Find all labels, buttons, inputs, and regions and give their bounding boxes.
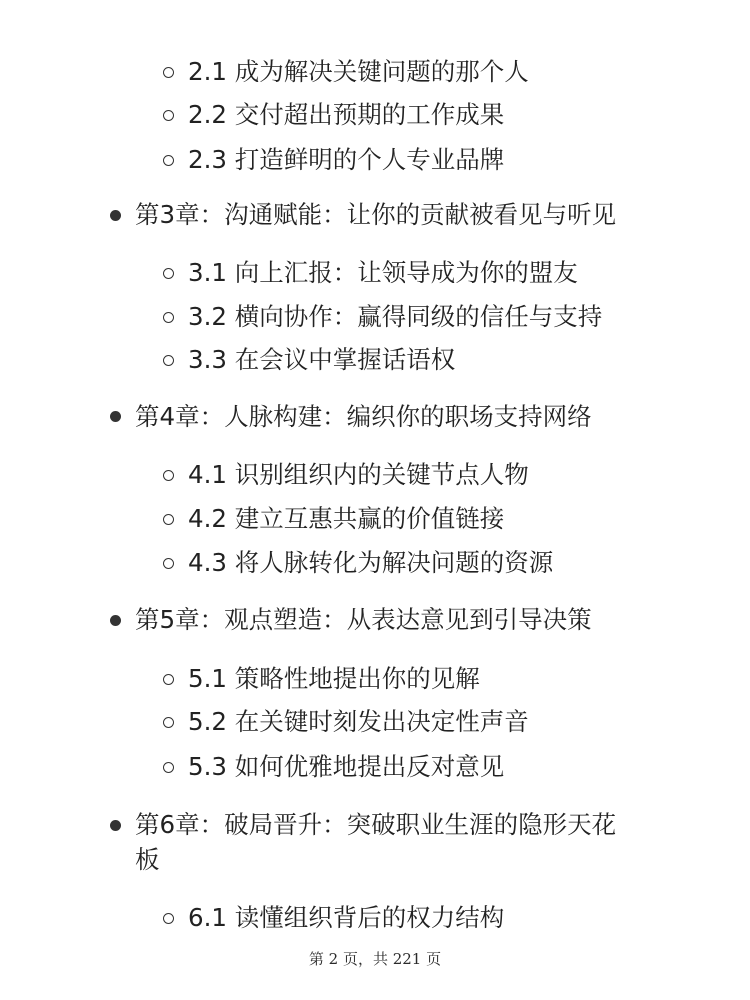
hollow-bullet-icon (163, 470, 174, 481)
page-number-footer: 第 2 页，共 221 页 (308, 950, 442, 968)
filled-bullet-icon (110, 615, 121, 626)
outline-item-chapter: 第4章：人脉构建：编织你的职场支持网络 (135, 402, 592, 431)
hollow-bullet-icon (163, 110, 174, 121)
filled-bullet-icon (110, 210, 121, 221)
outline-item-chapter-continuation: 板 (135, 845, 160, 874)
hollow-bullet-icon (163, 558, 174, 569)
filled-bullet-icon (110, 820, 121, 831)
hollow-bullet-icon (163, 355, 174, 366)
outline-item-section: 4.3 将人脉转化为解决问题的资源 (188, 548, 554, 577)
outline-item-chapter: 第3章：沟通赋能：让你的贡献被看见与听见 (135, 200, 617, 229)
hollow-bullet-icon (163, 514, 174, 525)
outline-item-section: 3.1 向上汇报：让领导成为你的盟友 (188, 258, 578, 287)
hollow-bullet-icon (163, 913, 174, 924)
outline-item-chapter: 第5章：观点塑造：从表达意见到引导决策 (135, 605, 592, 634)
filled-bullet-icon (110, 411, 121, 422)
outline-item-section: 3.2 横向协作：赢得同级的信任与支持 (188, 302, 603, 331)
outline-item-section: 4.2 建立互惠共赢的价值链接 (188, 504, 505, 533)
hollow-bullet-icon (163, 155, 174, 166)
outline-item-section: 2.2 交付超出预期的工作成果 (188, 100, 505, 129)
outline-item-section: 2.1 成为解决关键问题的那个人 (188, 57, 529, 86)
outline-item-chapter: 第6章：破局晋升：突破职业生涯的隐形天花 (135, 810, 617, 839)
hollow-bullet-icon (163, 717, 174, 728)
outline-item-section: 6.1 读懂组织背后的权力结构 (188, 903, 505, 932)
outline-item-section: 5.3 如何优雅地提出反对意见 (188, 752, 505, 781)
outline-item-section: 5.1 策略性地提出你的见解 (188, 664, 480, 693)
hollow-bullet-icon (163, 268, 174, 279)
hollow-bullet-icon (163, 762, 174, 773)
outline-item-section: 4.1 识别组织内的关键节点人物 (188, 460, 529, 489)
outline-item-section: 3.3 在会议中掌握话语权 (188, 345, 456, 374)
hollow-bullet-icon (163, 67, 174, 78)
hollow-bullet-icon (163, 674, 174, 685)
hollow-bullet-icon (163, 312, 174, 323)
outline-item-section: 5.2 在关键时刻发出决定性声音 (188, 707, 529, 736)
outline-item-section: 2.3 打造鲜明的个人专业品牌 (188, 145, 505, 174)
